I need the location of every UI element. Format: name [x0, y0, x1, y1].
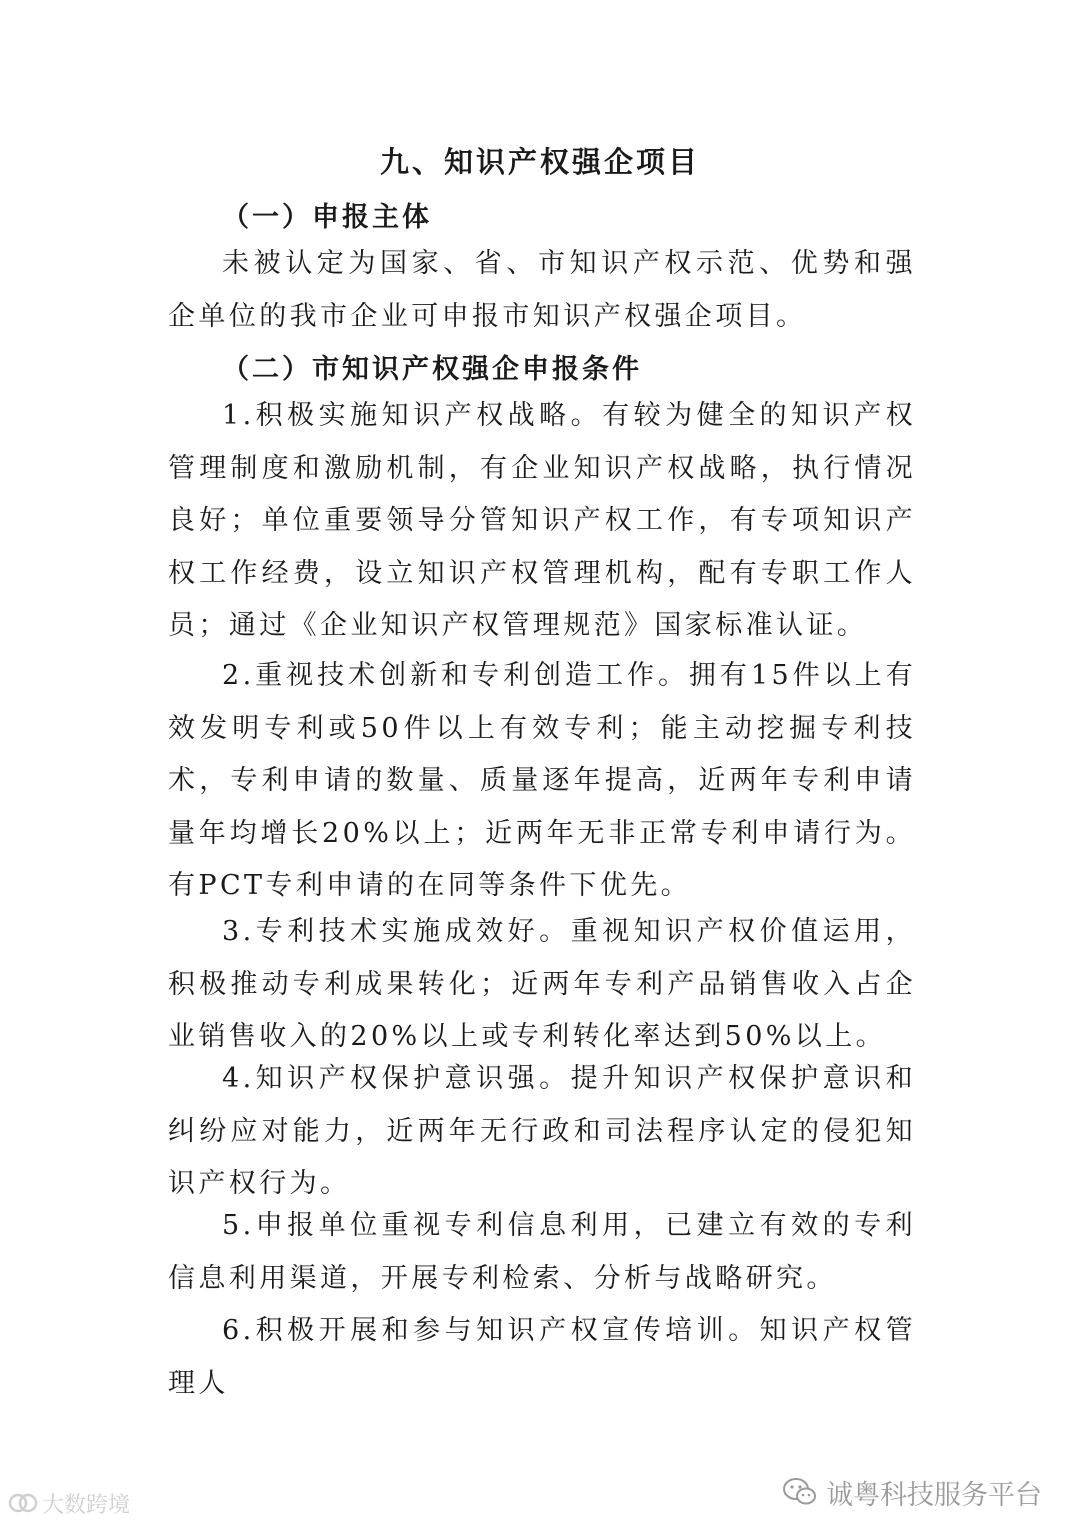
- watermark-left: [8, 1488, 130, 1518]
- condition-item-4: 4.知识产权保护意识强。提升知识产权保护意识和纠纷应对能力，近两年无行政和司法程序认定的侵犯知识产权行为。: [168, 1063, 916, 1199]
- condition-item-6: 6.积极开展和参与知识产权宣传培训。知识产权管理人: [168, 1315, 916, 1399]
- section-heading-applicant: （一）申报主体: [222, 202, 432, 233]
- section-heading-conditions: （二）市知识产权强企申报条件: [222, 354, 642, 385]
- logo-icon: [8, 1491, 38, 1515]
- watermark-right-text: 诚粤科技服务平台: [826, 1479, 1042, 1511]
- section-text-applicant: 未被认定为国家、省、市知识产权示范、优势和强企单位的我市企业可申报市知识产权强企项目。: [168, 248, 916, 332]
- wechat-icon: [782, 1477, 818, 1507]
- condition-item-3: 3.专利技术实施成效好。重视知识产权价值运用，积极推动专利成果转化；近两年专利产品销售收入占企业销售收入的20%以上或专利转化率达到50%以上。: [168, 916, 916, 1052]
- watermark-left-text: 大数跨境: [42, 1492, 131, 1518]
- condition-item-5: 5.申报单位重视专利信息利用，已建立有效的专利信息利用渠道，开展专利检索、分析与战略研究。: [168, 1210, 916, 1294]
- condition-item-2: 2.重视技术创新和专利创造工作。拥有15件以上有效发明专利或50件以上有效专利；能主动挖掘专利技术，专利申请的数量、质量逐年提高，近两年专利申请量年均增长20%以上；近两年无非正常专利申请行为。有PCT专利申请的在同等条件下优先。: [168, 660, 916, 901]
- watermark-right: [782, 1474, 1042, 1510]
- condition-item-1: 1.积极实施知识产权战略。有较为健全的知识产权管理制度和激励机制，有企业知识产权战略，执行情况良好；单位重要领导分管知识产权工作，有专项知识产权工作经费，设立知识产权管理机构，配有专职工作人员；通过《企业知识产权管理规范》国家标准认证。: [168, 400, 916, 641]
- document-title: 九、知识产权强企项目: [379, 145, 700, 179]
